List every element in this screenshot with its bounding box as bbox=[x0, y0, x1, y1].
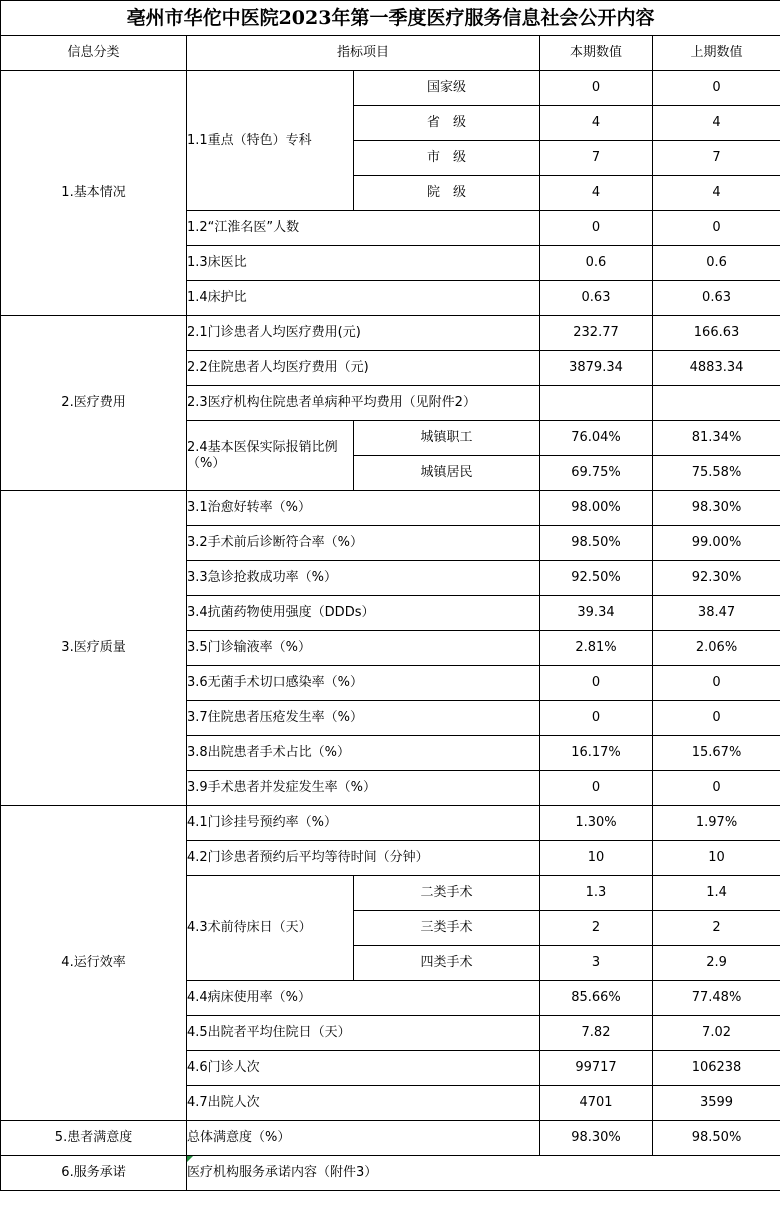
current-value: 4 bbox=[540, 176, 653, 211]
current-value: 99717 bbox=[540, 1051, 653, 1086]
category-satisfaction: 5.患者满意度 bbox=[1, 1121, 187, 1156]
commitment-label: 医疗机构服务承诺内容（附件3） bbox=[187, 1165, 378, 1180]
current-value: 7.82 bbox=[540, 1016, 653, 1051]
item-label: 3.7住院患者压疮发生率（%） bbox=[187, 701, 540, 736]
item-label: 4.1门诊挂号预约率（%） bbox=[187, 806, 540, 841]
previous-value bbox=[653, 386, 780, 421]
item-label: 3.8出院患者手术占比（%） bbox=[187, 736, 540, 771]
sub-label: 二类手术 bbox=[354, 876, 540, 911]
item-label: 4.7出院人次 bbox=[187, 1086, 540, 1121]
current-value: 0.63 bbox=[540, 281, 653, 316]
current-value: 0 bbox=[540, 71, 653, 106]
item-label: 3.2手术前后诊断符合率（%） bbox=[187, 526, 540, 561]
item-label: 总体满意度（%） bbox=[187, 1121, 540, 1156]
item-label: 3.5门诊输液率（%） bbox=[187, 631, 540, 666]
item-label: 4.2门诊患者预约后平均等待时间（分钟） bbox=[187, 841, 540, 876]
sub-label: 国家级 bbox=[354, 71, 540, 106]
current-value: 1.30% bbox=[540, 806, 653, 841]
header-row bbox=[1, 36, 780, 71]
current-value: 3 bbox=[540, 946, 653, 981]
previous-value: 15.67% bbox=[653, 736, 780, 771]
current-value: 2.81% bbox=[540, 631, 653, 666]
previous-value: 98.30% bbox=[653, 491, 780, 526]
current-value: 98.00% bbox=[540, 491, 653, 526]
previous-value: 166.63 bbox=[653, 316, 780, 351]
previous-value: 0.63 bbox=[653, 281, 780, 316]
header-current: 本期数值 bbox=[540, 36, 653, 71]
previous-value: 2 bbox=[653, 911, 780, 946]
previous-value: 2.06% bbox=[653, 631, 780, 666]
sub-label: 城镇职工 bbox=[354, 421, 540, 456]
current-value: 7 bbox=[540, 141, 653, 176]
category-cost: 2.医疗费用 bbox=[1, 316, 187, 491]
previous-value: 0 bbox=[653, 666, 780, 701]
sub-label: 院 级 bbox=[354, 176, 540, 211]
category-efficiency: 4.运行效率 bbox=[1, 806, 187, 1121]
item-label: 2.3医疗机构住院患者单病种平均费用（见附件2） bbox=[187, 386, 540, 421]
item-label: 3.6无菌手术切口感染率（%） bbox=[187, 666, 540, 701]
previous-value: 75.58% bbox=[653, 456, 780, 491]
previous-value: 4 bbox=[653, 176, 780, 211]
current-value: 10 bbox=[540, 841, 653, 876]
previous-value: 0 bbox=[653, 211, 780, 246]
current-value: 69.75% bbox=[540, 456, 653, 491]
table-row bbox=[1, 491, 780, 526]
table-row bbox=[1, 1156, 780, 1191]
sub-label: 城镇居民 bbox=[354, 456, 540, 491]
item-label: 4.3术前待床日（天） bbox=[187, 876, 354, 981]
previous-value: 99.00% bbox=[653, 526, 780, 561]
previous-value: 0.6 bbox=[653, 246, 780, 281]
item-label: 4.4病床使用率（%） bbox=[187, 981, 540, 1016]
current-value: 98.50% bbox=[540, 526, 653, 561]
previous-value: 81.34% bbox=[653, 421, 780, 456]
item-label: 1.4床护比 bbox=[187, 281, 540, 316]
header-category: 信息分类 bbox=[1, 36, 187, 71]
previous-value: 98.50% bbox=[653, 1121, 780, 1156]
current-value: 0.6 bbox=[540, 246, 653, 281]
category-commitment: 6.服务承诺 bbox=[1, 1156, 187, 1191]
category-quality: 3.医疗质量 bbox=[1, 491, 187, 806]
previous-value: 1.4 bbox=[653, 876, 780, 911]
current-value: 0 bbox=[540, 211, 653, 246]
sub-label: 省 级 bbox=[354, 106, 540, 141]
sub-label: 四类手术 bbox=[354, 946, 540, 981]
item-label: 3.4抗菌药物使用强度（DDDs） bbox=[187, 596, 540, 631]
item-label: 1.3床医比 bbox=[187, 246, 540, 281]
item-label: 2.4基本医保实际报销比例（%） bbox=[187, 421, 354, 491]
previous-value: 0 bbox=[653, 771, 780, 806]
sub-label: 三类手术 bbox=[354, 911, 540, 946]
current-value: 39.34 bbox=[540, 596, 653, 631]
current-value: 16.17% bbox=[540, 736, 653, 771]
current-value: 3879.34 bbox=[540, 351, 653, 386]
current-value: 232.77 bbox=[540, 316, 653, 351]
title-row bbox=[1, 1, 780, 36]
previous-value: 1.97% bbox=[653, 806, 780, 841]
sub-label: 市 级 bbox=[354, 141, 540, 176]
previous-value: 4883.34 bbox=[653, 351, 780, 386]
item-label: 1.1重点（特色）专科 bbox=[187, 71, 354, 211]
current-value: 92.50% bbox=[540, 561, 653, 596]
current-value: 76.04% bbox=[540, 421, 653, 456]
current-value: 0 bbox=[540, 771, 653, 806]
previous-value: 92.30% bbox=[653, 561, 780, 596]
header-previous: 上期数值 bbox=[653, 36, 780, 71]
table-row bbox=[1, 71, 780, 106]
header-item: 指标项目 bbox=[187, 36, 540, 71]
previous-value: 106238 bbox=[653, 1051, 780, 1086]
previous-value: 7 bbox=[653, 141, 780, 176]
current-value: 85.66% bbox=[540, 981, 653, 1016]
previous-value: 10 bbox=[653, 841, 780, 876]
item-label: 3.1治愈好转率（%） bbox=[187, 491, 540, 526]
previous-value: 0 bbox=[653, 701, 780, 736]
previous-value: 4 bbox=[653, 106, 780, 141]
table-row bbox=[1, 806, 780, 841]
current-value bbox=[540, 386, 653, 421]
previous-value: 77.48% bbox=[653, 981, 780, 1016]
item-label: 4.5出院者平均住院日（天） bbox=[187, 1016, 540, 1051]
current-value: 0 bbox=[540, 666, 653, 701]
previous-value: 0 bbox=[653, 71, 780, 106]
current-value: 4 bbox=[540, 106, 653, 141]
table-row bbox=[1, 1121, 780, 1156]
item-label: 3.3急诊抢救成功率（%） bbox=[187, 561, 540, 596]
cell-comment-marker bbox=[187, 1156, 193, 1162]
category-basic: 1.基本情况 bbox=[1, 71, 187, 316]
page-title: 亳州市华佗中医院2023年第一季度医疗服务信息社会公开内容 bbox=[1, 1, 780, 36]
current-value: 4701 bbox=[540, 1086, 653, 1121]
previous-value: 2.9 bbox=[653, 946, 780, 981]
current-value: 1.3 bbox=[540, 876, 653, 911]
item-label: 3.9手术患者并发症发生率（%） bbox=[187, 771, 540, 806]
item-label: 2.2住院患者人均医疗费用（元) bbox=[187, 351, 540, 386]
commitment-cell bbox=[187, 1156, 780, 1191]
current-value: 2 bbox=[540, 911, 653, 946]
item-label: 1.2“江淮名医”人数 bbox=[187, 211, 540, 246]
current-value: 0 bbox=[540, 701, 653, 736]
previous-value: 38.47 bbox=[653, 596, 780, 631]
previous-value: 3599 bbox=[653, 1086, 780, 1121]
previous-value: 7.02 bbox=[653, 1016, 780, 1051]
current-value: 98.30% bbox=[540, 1121, 653, 1156]
item-label: 2.1门诊患者人均医疗费用(元) bbox=[187, 316, 540, 351]
item-label: 4.6门诊人次 bbox=[187, 1051, 540, 1086]
table-row bbox=[1, 316, 780, 351]
